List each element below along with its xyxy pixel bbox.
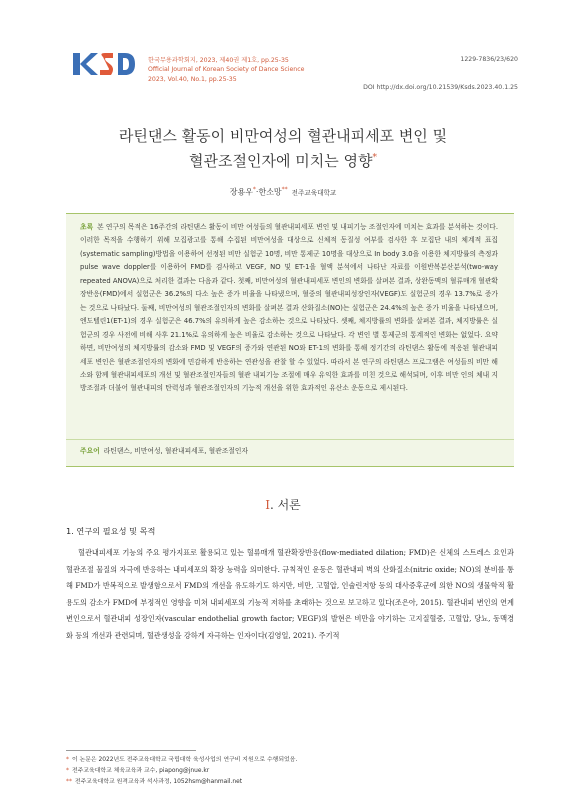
author-2: ·한소망 bbox=[255, 187, 282, 197]
title-line-1: 라틴댄스 활동이 비만여성의 혈관내피세포 변인 및 bbox=[118, 127, 448, 145]
section-number: I bbox=[265, 498, 270, 512]
affiliation: 전주교육대학교 bbox=[291, 188, 337, 197]
section-title: . 서론 bbox=[269, 498, 301, 512]
author-2-mark: ** bbox=[281, 186, 288, 193]
journal-line-en: Official Journal of Korean Society of Dance Science bbox=[148, 66, 305, 74]
ksds-logo-icon bbox=[73, 51, 135, 77]
abstract-box bbox=[66, 213, 514, 467]
journal-line-ko: 한국무용과학회지, 2023, 제40권 제1호, pp.25-35 bbox=[148, 57, 289, 64]
paper-title bbox=[40, 125, 526, 172]
subsection-heading: 1. 연구의 필요성 및 목적 bbox=[66, 526, 156, 536]
abstract-label: 초록 bbox=[80, 223, 94, 231]
abstract-body: 본 연구의 목적은 16주간의 라틴댄스 활동이 비만 여성들의 혈관내피세포 변인 및 내피기능 조절인자에 미치는 효과를 분석하는 것이다. 이러한 목적을 수행하기 위해 모집광고를 통해 수집된 비만여성을 대상으로 신체적 동질성 여부를 검사한 후 모집단 내의 체계적 표집(systematic sampling)방법을 이용하여 선정된 비만 실험군 10명, 비만 통제군 10명을 대상으로 In body 3.0을 이용한 체지방률의 측정과 pulse wave doppler를 이용하여 FMD를 검사하고 VEGF, NO 및 ET-1을 혈액 분석에서 나타난 자료를 이원반복분산분석(two-way repeated ANOVA)으로 처리한 결과는 다음과 같다. 첫째, 비만여성의 혈관내피세포 변인의 변화를 살펴본 결과, 상완동맥의 혈류매개 혈관확장반응(FMD)에서 실험군은 36.2%의 다소 높은 증가 비율을 나타냈으며, 혈중의 혈관내피성장인자(VEGF)도 실험군의 경우 13.7%로 증가는 것으로 나타났다. 둘째, 비만여성의 혈관조절인자의 변화를 살펴본 결과 산화질소(NO)는 실험군은 24.4%의 높은 증가 비율을 나타냈으며, 엔도텔린1(ET-1)의 경우 실험군은 46.7%의 유의하게 높은 감소하는 것으로 나타났다. 셋째, 체지방률의 변화를 살펴본 결과, 체지방률은 실험군의 경우 사전에 비해 사후 21.1%로 유의하게 높은 비율로 감소하는 것으로 나타났다. 각 변인 별 통제군의 통계적인 변화는 없었다. 요약하면, 비만여성의 체지방률의 감소와 FMD 및 VEGF의 증가와 연관된 NO와 ET-1의 변화를 통해 정기간의 라틴댄스 활동에 적응된 혈관내피세포 변인은 혈관조절인자의 변화에 민감하게 반응하는 연관성을 관찰 할 수 있었다. 따라서 본 연구의 라틴댄스 프로그램은 여성들의 비만 해소와 함께 혈관내피세포의 개선 및 혈관조절인자들의 혈관 내피기능 조절에 매우 유익한 효과를 미친 것으로 해석되며, 이후 비만 인의 체내 지방조절과 더불어 혈관내피의 탄력성과 혈관조절인자의 기능적 개선을 위한 효과적인 유산소 운동으로 제시된다. bbox=[80, 223, 498, 393]
footnote-2-mark: * bbox=[66, 768, 69, 774]
keywords-list: 라틴댄스, 비만여성, 혈관내피세포, 혈관조절인자 bbox=[103, 447, 248, 455]
footnote-divider bbox=[66, 750, 196, 751]
journal-line-vol: 2023, Vol.40, No.1, pp.25-35 bbox=[148, 75, 237, 83]
issn: 1229-7836/23/620 bbox=[460, 56, 518, 63]
footnotes bbox=[66, 755, 297, 788]
footnote-3 bbox=[66, 777, 297, 788]
footnote-1-text: 이 논문은 2022년도 전주교육대학교 국립대학 육성사업의 연구비 지원으로 수행되었음. bbox=[71, 757, 298, 763]
section-heading bbox=[40, 496, 526, 513]
authors bbox=[40, 186, 526, 198]
footnote-3-text: 전주교육대학교 원격교육과 석사과정, 1052hsm@hanmail.net bbox=[74, 779, 243, 785]
title-footnote-mark: * bbox=[372, 153, 377, 163]
footnote-2-text: 전주교육대학교 체육교육과 교수, piapong@jnue.kr bbox=[71, 768, 210, 774]
doi-link[interactable]: DOI http://dx.doi.org/10.21539/Ksds.2023.40.1.25 bbox=[363, 84, 518, 91]
title-line-2-text: 혈관조절인자에 미치는 영향 bbox=[189, 152, 373, 170]
keywords-divider bbox=[66, 439, 514, 440]
abstract-text bbox=[80, 221, 498, 396]
footnote-1 bbox=[66, 755, 297, 766]
body-text bbox=[66, 545, 514, 644]
keywords bbox=[80, 445, 248, 455]
author-1: 장용우 bbox=[229, 187, 253, 197]
title-line-2 bbox=[40, 147, 526, 172]
keywords-label: 주요어 bbox=[80, 447, 100, 455]
journal-logo bbox=[73, 51, 135, 77]
footnote-3-mark: ** bbox=[66, 779, 72, 785]
footnote-1-mark: * bbox=[66, 757, 69, 763]
author-1-mark: * bbox=[252, 186, 256, 193]
journal-info bbox=[148, 56, 304, 84]
body-paragraph: 혈관내피세포 기능의 주요 평가지표로 활용되고 있는 혈류매개 혈관확장반응(flow-mediated dilation; FMD)은 신체의 스트레스 요인과 혈관조절 물질의 자극에 반응하는 내피세포의 확장 능력을 의미한다. 규칙적인 운동은 혈관내피 벽의 산화질소(nitric oxide; NO)의 분비를 통해 FMD가 반복적으로 발생함으로서 FMD의 개선을 유도하기도 하지만, 비만, 고혈압, 인슐린저항 등의 대사증후군에 의한 NO의 생물학적 활용도의 감소가 FMD에 부정적인 영향을 미쳐 내피세포의 기능적 저하를 초래하는 것으로 보고하고 있다(조은아, 2015). 혈관내피 변인의 연계변인으로서 혈관내피 성장인자(vascular endothelial growth factor; VEGF)의 발현은 비만을 야기하는 고지질혈증, 고혈압, 당뇨, 동맥경화 등의 개선과 관련되며, 혈관생성을 강하게 자극하는 인자이다(김영일, 2021). 주기적 bbox=[66, 548, 514, 640]
footnote-2 bbox=[66, 766, 297, 777]
